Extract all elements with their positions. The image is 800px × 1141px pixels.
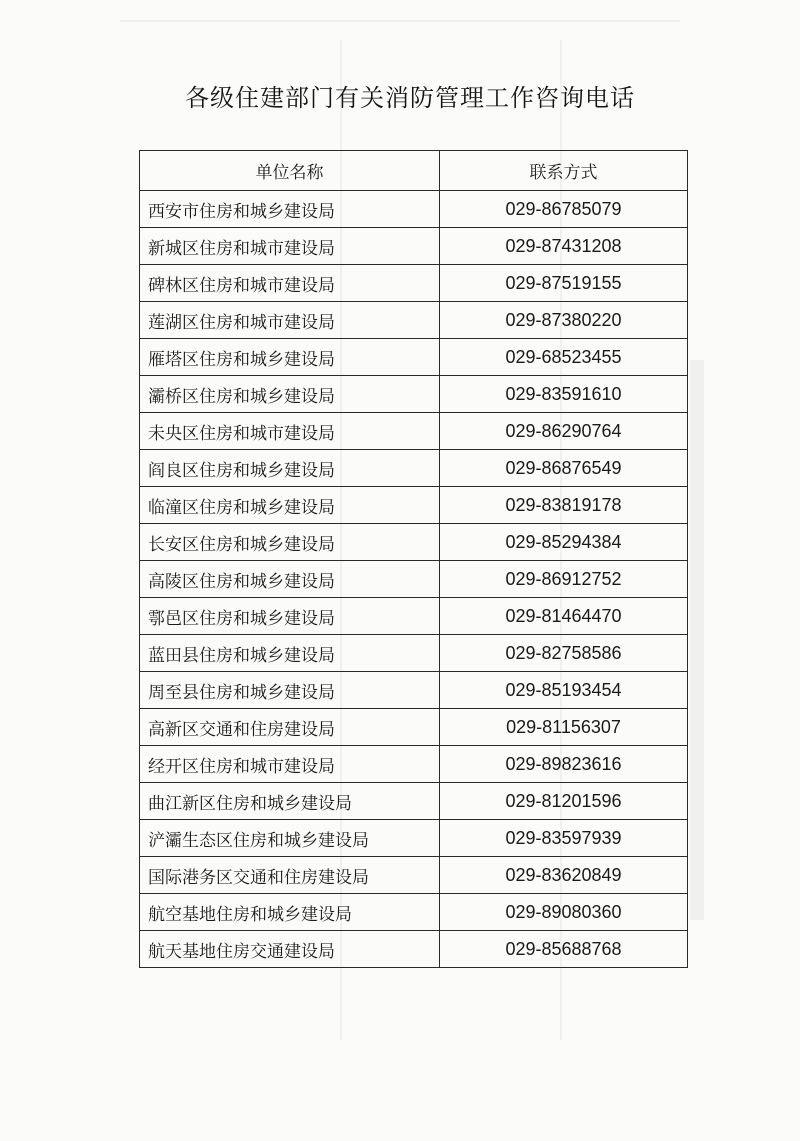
table-row xyxy=(140,265,688,302)
table-row xyxy=(140,635,688,672)
phone-number-cell: 029-87431208 xyxy=(440,228,688,265)
phone-number-cell: 029-85688768 xyxy=(440,931,688,968)
table-row xyxy=(140,931,688,968)
table-row xyxy=(140,561,688,598)
table-row xyxy=(140,302,688,339)
unit-name-cell: 浐灞生态区住房和城乡建设局 xyxy=(140,820,440,857)
table-row xyxy=(140,857,688,894)
phone-number-cell: 029-82758586 xyxy=(440,635,688,672)
table-row xyxy=(140,746,688,783)
phone-number-cell: 029-83591610 xyxy=(440,376,688,413)
header-contact: 联系方式 xyxy=(440,151,688,191)
table-row xyxy=(140,450,688,487)
phone-number-cell: 029-86876549 xyxy=(440,450,688,487)
unit-name-cell: 曲江新区住房和城乡建设局 xyxy=(140,783,440,820)
unit-name-cell: 鄠邑区住房和城乡建设局 xyxy=(140,598,440,635)
table-row xyxy=(140,894,688,931)
table-header-row xyxy=(140,151,688,191)
unit-name-cell: 周至县住房和城乡建设局 xyxy=(140,672,440,709)
phone-number-cell: 029-83819178 xyxy=(440,487,688,524)
phone-number-cell: 029-68523455 xyxy=(440,339,688,376)
header-unit-name: 单位名称 xyxy=(140,151,440,191)
table-row xyxy=(140,672,688,709)
phone-number-cell: 029-87519155 xyxy=(440,265,688,302)
unit-name-cell: 航天基地住房交通建设局 xyxy=(140,931,440,968)
phone-number-cell: 029-86290764 xyxy=(440,413,688,450)
unit-name-cell: 碑林区住房和城市建设局 xyxy=(140,265,440,302)
unit-name-cell: 蓝田县住房和城乡建设局 xyxy=(140,635,440,672)
table-row xyxy=(140,228,688,265)
unit-name-cell: 航空基地住房和城乡建设局 xyxy=(140,894,440,931)
phone-number-cell: 029-81201596 xyxy=(440,783,688,820)
unit-name-cell: 未央区住房和城市建设局 xyxy=(140,413,440,450)
phone-number-cell: 029-85294384 xyxy=(440,524,688,561)
table-row xyxy=(140,487,688,524)
phone-number-cell: 029-81464470 xyxy=(440,598,688,635)
phone-number-cell: 029-83597939 xyxy=(440,820,688,857)
unit-name-cell: 长安区住房和城乡建设局 xyxy=(140,524,440,561)
unit-name-cell: 莲湖区住房和城市建设局 xyxy=(140,302,440,339)
contact-table xyxy=(139,150,688,968)
table-row xyxy=(140,820,688,857)
unit-name-cell: 临潼区住房和城乡建设局 xyxy=(140,487,440,524)
phone-number-cell: 029-83620849 xyxy=(440,857,688,894)
page-title: 各级住建部门有关消防管理工作咨询电话 xyxy=(185,84,635,112)
table-row xyxy=(140,413,688,450)
unit-name-cell: 高陵区住房和城乡建设局 xyxy=(140,561,440,598)
unit-name-cell: 西安市住房和城乡建设局 xyxy=(140,191,440,228)
phone-number-cell: 029-89080360 xyxy=(440,894,688,931)
table-body xyxy=(140,191,688,968)
unit-name-cell: 新城区住房和城市建设局 xyxy=(140,228,440,265)
show-through-mark xyxy=(120,20,680,22)
unit-name-cell: 灞桥区住房和城乡建设局 xyxy=(140,376,440,413)
unit-name-cell: 阎良区住房和城乡建设局 xyxy=(140,450,440,487)
show-through-mark xyxy=(690,360,704,920)
table-row xyxy=(140,191,688,228)
table-row xyxy=(140,709,688,746)
table-row xyxy=(140,376,688,413)
phone-number-cell: 029-87380220 xyxy=(440,302,688,339)
phone-number-cell: 029-86912752 xyxy=(440,561,688,598)
phone-number-cell: 029-85193454 xyxy=(440,672,688,709)
unit-name-cell: 高新区交通和住房建设局 xyxy=(140,709,440,746)
table-row xyxy=(140,524,688,561)
table-row xyxy=(140,783,688,820)
unit-name-cell: 国际港务区交通和住房建设局 xyxy=(140,857,440,894)
unit-name-cell: 经开区住房和城市建设局 xyxy=(140,746,440,783)
table-row xyxy=(140,598,688,635)
phone-number-cell: 029-86785079 xyxy=(440,191,688,228)
phone-number-cell: 029-89823616 xyxy=(440,746,688,783)
phone-number-cell: 029-81156307 xyxy=(440,709,688,746)
table-row xyxy=(140,339,688,376)
unit-name-cell: 雁塔区住房和城乡建设局 xyxy=(140,339,440,376)
